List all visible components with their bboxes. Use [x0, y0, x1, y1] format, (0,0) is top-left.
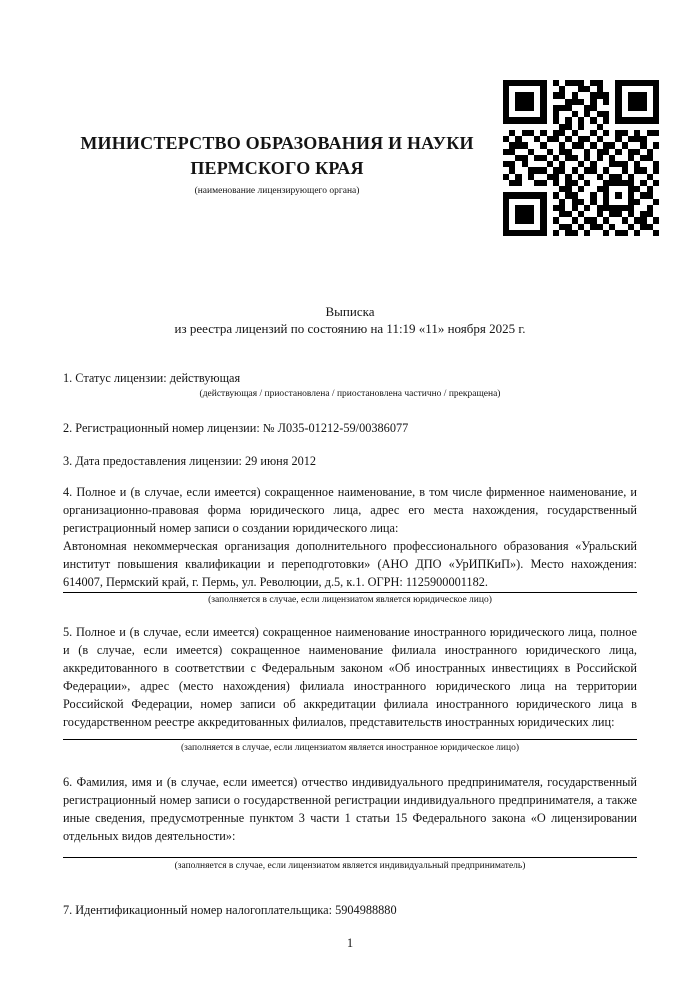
page-number: 1 [346, 936, 354, 950]
individual-entrepreneur-rule [63, 857, 637, 858]
foreign-entity-label: 5. Полное и (в случае, если имеется) сокращенное наименование иностранного юридического лица, полное и (в случае, если имеется) сокращенное наименование филиала иностранного юридического лица, аккредитованного в соответствии с Федеральным законом «Об иностранных инвестициях в Российской Федерации», адрес (место нахождения) филиала иностранного юридического лица на территории Российской Федерации, номер записи об аккредитации филиала иностранного юридического лица в государственном реестре аккредитованных филиалов, представительств иностранных юридических лиц: [63, 625, 637, 729]
document-subtitle: из реестра лицензий по состоянию на 11:19 «11» ноября 2025 г. [174, 321, 526, 336]
licensing-authority-block [63, 131, 491, 197]
item-license-status [63, 370, 637, 400]
qr-code-icon [503, 80, 659, 236]
license-status-caption: (действующая / приостановлена / приостановлена частично / прекращена) [199, 389, 501, 399]
item-taxpayer-id: 7. Идентификационный номер налогоплательщика: 5904988880 [63, 903, 397, 917]
foreign-entity-caption: (заполняется в случае, если лицензиатом является иностранное юридическое лицо) [181, 743, 519, 753]
license-status-text: 1. Статус лицензии: действующая [63, 371, 241, 385]
item-foreign-entity [63, 623, 637, 754]
ministry-caption: (наименование лицензирующего органа) [194, 186, 360, 196]
item-legal-entity [63, 483, 637, 606]
legal-entity-value: Автономная некоммерческая организация дополнительного профессионального образования «Уральский институт повышения квалификации и переподготовки» (АНО ДПО «УрИПКиП»). Место нахождения: 614007, Пермский край, г. Пермь, ул. Революции, д.5, к.1. ОГРН: 1125900001182. [63, 539, 637, 589]
item-grant-date: 3. Дата предоставления лицензии: 29 июня 2012 [63, 454, 317, 468]
item-individual-entrepreneur [63, 773, 637, 872]
ministry-name-line1: МИНИСТЕРСТВО ОБРАЗОВАНИЯ И НАУКИ [80, 133, 474, 153]
document-header [0, 0, 700, 303]
legal-entity-label: 4. Полное и (в случае, если имеется) сокращенное наименование, в том числе фирменное наименование, и организационно-правовая форма юридического лица, адрес его места нахождения, государственный регистрационный номер записи о создании юридического лица: [63, 485, 637, 535]
individual-entrepreneur-label: 6. Фамилия, имя и (в случае, если имеется) отчество индивидуального предпринимателя, государственный регистрационный номер записи о государственной регистрации индивидуального предпринимателя, а также иные сведения, предусмотренные пунктом 3 части 1 статьи 15 Федерального закона «О лицензировании отдельных видов деятельности»: [63, 775, 637, 843]
document-title: Выписка [325, 304, 375, 319]
legal-entity-rule [63, 592, 637, 593]
ministry-name-line2: ПЕРМСКОГО КРАЯ [190, 158, 364, 178]
individual-entrepreneur-caption: (заполняется в случае, если лицензиатом является индивидуальный предприниматель) [174, 861, 526, 871]
item-registration-number: 2. Регистрационный номер лицензии: № Л035-01212-59/00386077 [63, 421, 409, 435]
legal-entity-caption: (заполняется в случае, если лицензиатом является юридическое лицо) [208, 595, 492, 605]
document-body [0, 303, 700, 951]
foreign-entity-rule [63, 739, 637, 740]
